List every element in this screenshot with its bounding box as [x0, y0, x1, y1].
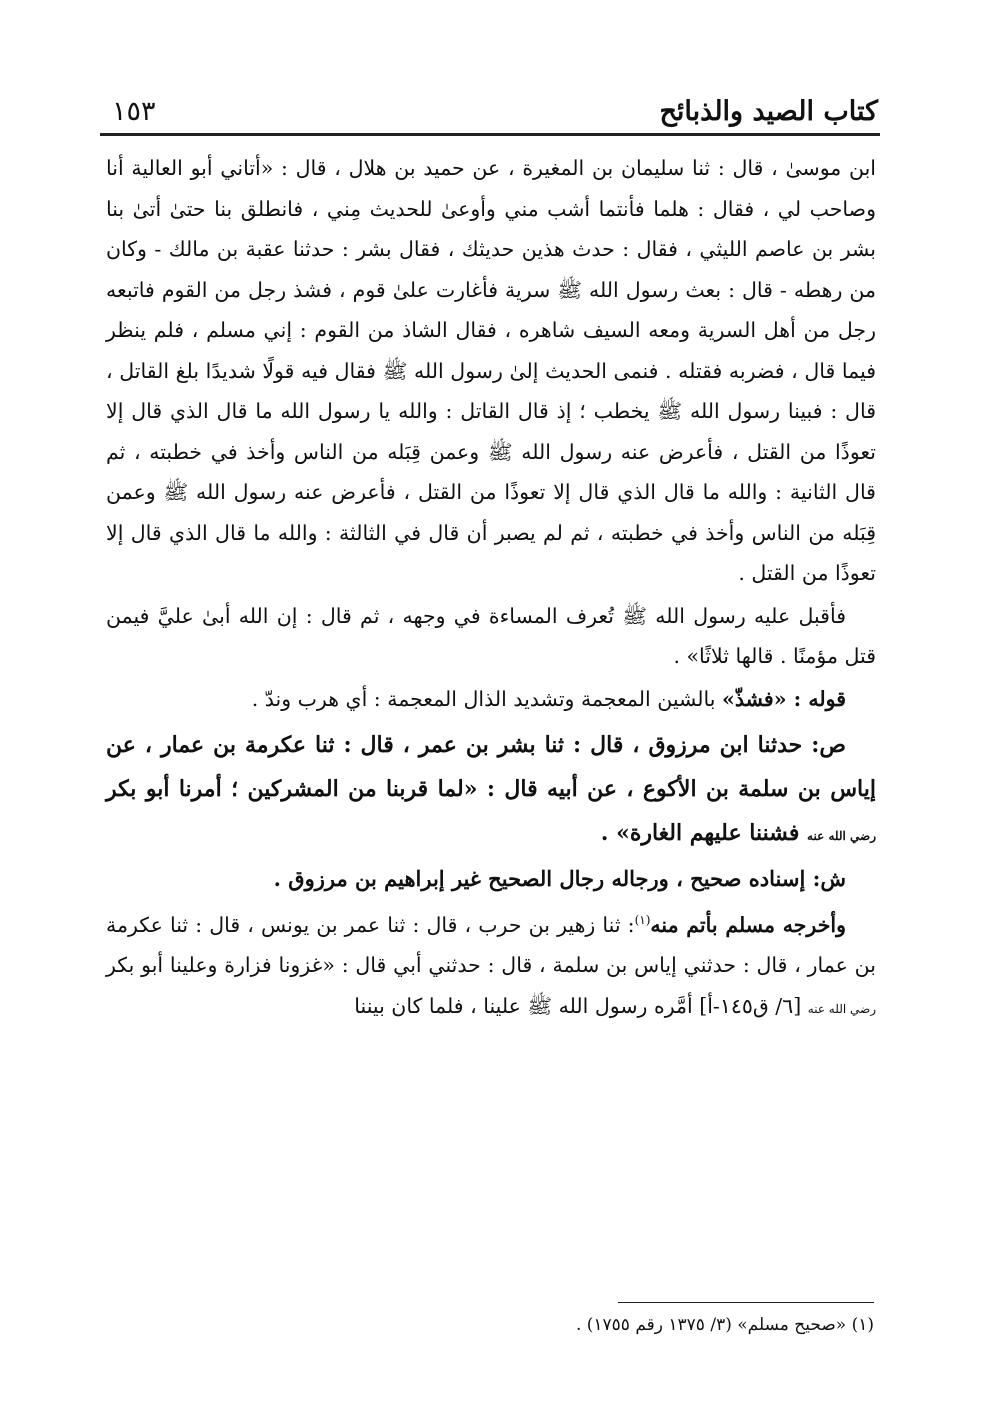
explanation-text: بالشين المعجمة وتشديد الذال المعجمة : أي هرب وندّ . — [251, 686, 716, 711]
paragraph-takhrij — [106, 900, 876, 1029]
honorific-radiallahu: رضي الله عنه — [807, 829, 876, 843]
main-text — [106, 148, 876, 1029]
takhrij-lead: وأخرجه مسلم بأتم منه — [650, 912, 846, 937]
footnote-rule — [618, 1302, 874, 1303]
explained-term: قوله : «فشذّ» — [722, 686, 846, 711]
paragraph-explanation — [106, 679, 876, 720]
sad-chain-ending: فشننا عليهم الغارة» . — [600, 820, 800, 846]
takhrij-text: : ثنا زهير بن حرب ، قال : ثنا عمر بن يونس ، قال : ثنا عكرمة بن عمار ، قال : حدثني إياس بن سلمة ، قال : حدثني أبي قال : «غزونا فزارة وعلينا أبو بكر — [106, 912, 876, 978]
footnote: (١) «صحيح مسلم» (٣/ ١٣٧٥ رقم ١٧٥٥) . — [575, 1315, 874, 1335]
footnote-reference: (١) — [634, 913, 651, 927]
takhrij-continuation: [٦/ ق١٤٥-أ] أمَّره رسول الله ﷺ علينا ، فلما كان بيننا — [354, 993, 802, 1018]
sad-chain-text: ص: حدثنا ابن مرزوق ، قال : ثنا بشر بن عمر ، قال : ثنا عكرمة بن عمار ، عن إياس بن سلمة بن الأكوع ، عن أبيه قال : «لما قربنا من المشركين ؛ أمرنا أبو بكر — [106, 732, 876, 802]
honorific-radiallahu-2: رضي الله عنه — [807, 1001, 876, 1016]
paragraph-hadith-ending: فأقبل عليه رسول الله ﷺ تُعرف المساءة في وجهه ، ثم قال : إن الله أبىٰ عليَّ فيمن قتل مؤمنًا . قالها ثلاثًا» . — [106, 603, 876, 668]
paragraph-shin-grading: ش: إسناده صحيح ، ورجاله رجال الصحيح غير إبراهيم بن مرزوق . — [273, 866, 846, 891]
book-title: كتاب الصيد والذبائح — [659, 96, 878, 127]
page-number: ١٥٣ — [112, 96, 156, 127]
paragraph-sad-chain — [106, 723, 876, 858]
header-rule — [100, 133, 880, 136]
page-header — [112, 86, 878, 130]
paragraph-hadith: ابن موسىٰ ، قال : ثنا سليمان بن المغيرة ، عن حميد بن هلال ، قال : «أتاني أبو العالية أنا وصاحب لي ، فقال : هلما فأنتما أشب مني وأوعىٰ للحديث مِني ، فانطلق بنا حتىٰ أتىٰ بنا بشر بن عاصم الليثي ، فقال : حدث هذين حديثك ، فقال بشر : حدثنا عقبة بن مالك - وكان من رهطه - قال : بعث رسول الله ﷺ سرية فأغارت علىٰ قوم ، فشذ رجل من القوم فاتبعه رجل من أهل السرية ومعه السيف شاهره ، فقال الشاذ من القوم : إني مسلم ، فلم ينظر فيما قال ، فضربه فقتله . فنمى الحديث إلىٰ رسول الله ﷺ فقال فيه قولًا شديدًا بلغ القاتل ، قال : فبينا رسول الله ﷺ يخطب ؛ إذ قال القاتل : والله يا رسول الله ما قال الذي قال إلا تعوذًا من القتل ، فأعرض عنه رسول الله ﷺ وعمن قِبَله من الناس وأخذ في خطبته ، ثم قال الثانية : والله ما قال الذي قال إلا تعوذًا من القتل ، فأعرض عنه رسول الله ﷺ وعمن قِبَله من الناس وأخذ في خطبته ، ثم لم يصبر أن قال في الثالثة : والله ما قال الذي قال إلا تعوذًا من القتل . — [106, 156, 876, 585]
